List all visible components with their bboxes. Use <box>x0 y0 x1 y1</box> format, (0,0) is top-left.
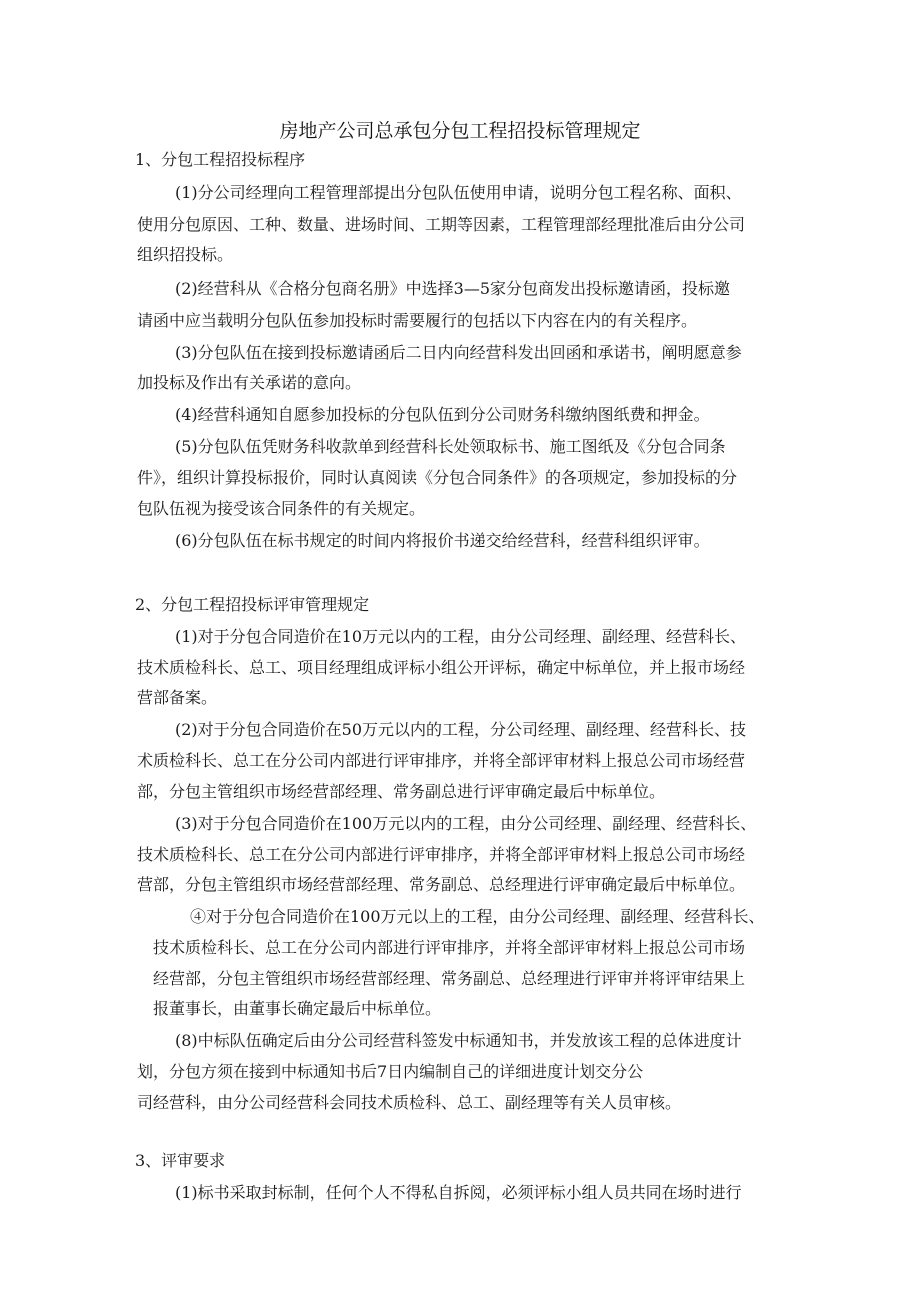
paragraph-line: (3)分包队伍在接到投标邀请函后二日内向经营科发出回函和承诺书，阐明愿意参 <box>175 343 742 362</box>
paragraph-line: 组织招投标。 <box>137 245 234 264</box>
paragraph-line: (3)对于分包合同造价在100万元以内的工程，由分公司经理、副经理、经营科长、 <box>175 814 757 833</box>
paragraph-line: (6)分包队伍在标书规定的时间内将报价书递交给经营科，经营科组织评审。 <box>175 531 710 550</box>
paragraph-line: 司经营科，由分公司经营科会同技术质检科、总工、副经理等有关人员审核。 <box>137 1093 682 1112</box>
paragraph-line: (5)分包队伍凭财务科收款单到经营科长处领取标书、施工图纸及《分包合同条 <box>175 437 726 456</box>
section-1-heading: 1、分包工程招投标程序 <box>135 150 306 169</box>
paragraph-line: 营部，分包主管组织市场经营部经理、常务副总、总经理进行评审确定最后中标单位。 <box>137 875 746 894</box>
paragraph-line: (1)标书采取封标制，任何个人不得私自拆阅，必须评标小组人员共同在场时进行 <box>175 1183 742 1202</box>
section-2-heading: 2、分包工程招投标评审管理规定 <box>135 595 370 614</box>
document-title: 房地产公司总承包分包工程招投标管理规定 <box>279 120 641 142</box>
section-3-heading: 3、评审要求 <box>135 1151 226 1170</box>
paragraph-line: (2)经营科从《合格分包商名册》中选择3—5家分包商发出投标邀请函，投标邀 <box>175 279 731 298</box>
paragraph-line: ④对于分包合同造价在100万元以上的工程，由分公司经理、副经理、经营科长、 <box>190 907 765 926</box>
paragraph-line: 术质检科长、总工在分公司内部进行评审排序，并将全部评审材料上报总公司市场经营 <box>137 751 746 770</box>
paragraph-line: 技术质检科长、总工在分公司内部进行评审排序，并将全部评审材料上报总公司市场 <box>153 938 746 957</box>
paragraph-line: 包队伍视为接受该合同条件的有关规定。 <box>137 499 426 518</box>
paragraph-line: 件》，组织计算投标报价，同时认真阅读《分包合同条件》的各项规定，参加投标的分 <box>137 468 738 487</box>
paragraph-line: (1)对于分包合同造价在10万元以内的工程，由分公司经理、副经理、经营科长、 <box>175 627 747 646</box>
paragraph-line: 营部备案。 <box>137 688 218 707</box>
paragraph-line: (8)中标队伍确定后由分公司经营科签发中标通知书，并发放该工程的总体进度计 <box>175 1031 742 1050</box>
paragraph-line: 经营部，分包主管组织市场经营部经理、常务副总、总经理进行评审并将评审结果上 <box>153 969 746 988</box>
paragraph-line: 加投标及作出有关承诺的意向。 <box>137 373 362 392</box>
paragraph-line: 划，分包方须在接到中标通知书后7日内编制自己的详细进度计划交分公 <box>137 1062 644 1081</box>
paragraph-line: 部，分包主管组织市场经营部经理、常务副总进行评审确定最后中标单位。 <box>137 782 666 801</box>
paragraph-line: 请函中应当载明分包队伍参加投标时需要履行的包括以下内容在内的有关程序。 <box>137 311 698 330</box>
paragraph-line: (4)经营科通知自愿参加投标的分包队伍到分公司财务科缴纳图纸费和押金。 <box>175 405 710 424</box>
paragraph-line: 使用分包原因、工种、数量、进场时间、工期等因素，工程管理部经理批准后由分公司 <box>137 215 746 234</box>
paragraph-line: 技术质检科长、总工在分公司内部进行评审排序，并将全部评审材料上报总公司市场经 <box>137 845 746 864</box>
paragraph-line: 技术质检科长、总工、项目经理组成评标小组公开评标，确定中标单位，并上报市场经 <box>137 658 746 677</box>
paragraph-line: (2)对于分包合同造价在50万元以内的工程，分公司经理、副经理、经营科长、技 <box>175 720 747 739</box>
paragraph-line: (1)分公司经理向工程管理部提出分包队伍使用申请，说明分包工程名称、面积、 <box>175 183 742 202</box>
paragraph-line: 报董事长，由董事长确定最后中标单位。 <box>153 999 442 1018</box>
